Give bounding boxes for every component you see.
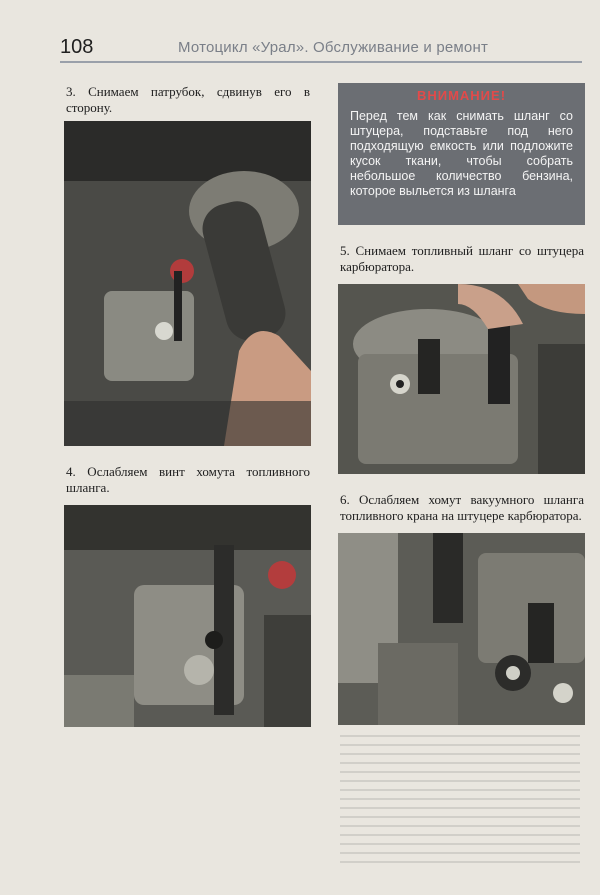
- step-4-caption: 4. Ослабляем винт хомута топливного шланга.: [66, 464, 310, 495]
- warning-title: ВНИМАНИЕ!: [416, 88, 507, 103]
- step-3-photo: [64, 121, 311, 446]
- warning-box: [338, 83, 585, 225]
- header-divider: [60, 61, 582, 63]
- warning-text: Перед тем как снимать шланг со штуцера, подставьте под него подходящую емкость или подложите кусок ткани, чтобы собрать небольшое количество бензина, которое выльется из шланга: [350, 109, 573, 198]
- bleed-through-text: [340, 728, 580, 878]
- step-6-photo: [338, 533, 585, 725]
- step-6-caption: 6. Ослабляем хомут вакуумного шланга топливного крана на штуцере карбюратора.: [340, 492, 584, 523]
- step-5-photo: [338, 284, 585, 474]
- step-4-photo: [64, 505, 311, 727]
- step-5-caption: 5. Снимаем топливный шланг со штуцера карбюратора.: [340, 243, 584, 274]
- step-3-caption: 3. Снимаем патрубок, сдвинув его в сторону.: [66, 84, 310, 115]
- page-number: 108: [60, 36, 94, 58]
- running-header: Мотоцикл «Урал». Обслуживание и ремонт: [178, 39, 489, 56]
